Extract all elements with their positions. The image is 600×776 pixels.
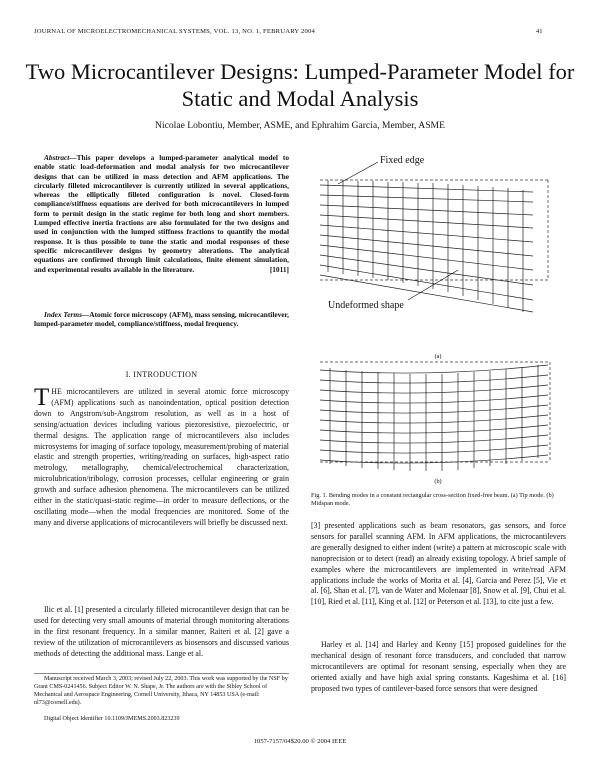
drop-cap: T [34,384,50,411]
figure-a-drawing [318,150,558,350]
figure-b [318,340,558,485]
figure-a [318,150,558,350]
abstract-code: [1011] [269,264,289,274]
label-fixed-edge: Fixed edge [380,155,425,166]
footnote-rule [34,673,289,674]
authors: Nicolae Lobontiu, Member, ASME, and Ephrahim Garcia, Member, ASME [155,120,445,131]
index-terms [34,310,289,329]
right-paragraph-2: Harley et al. [14] and Harley and Kenny [15] proposed guidelines for the mechanical design of resonant force transducers, and concluded that narrow microcantilevers are optimal for resonant sensing, especially when they are oriented axially and have high axial spring constants. Kageshima et al. [16] proposed two types of cantilever-based force sensors that were designed [311,640,566,693]
intro-paragraph-1 [34,384,289,529]
footnote: Manuscript received March 3, 2003; revised July 22, 2003. This work was supported by the NSF by Grant CMS-0241456. Subject Editor W. N. Shape, Jr. The authors are with the Sibley School of Mechanical and Aerospace Engineering, Cornell University, Ithaca, NY 14853 USA (e-mail: nl73@cornell.edu). [34,676,288,707]
intro-p1-text: HE microcantilevers are utilized in several atomic force microscopy (AFM) applications such as nanoindentation, optical position detection down to Angstrom/sub-Angstrom resolution, as well as in a host of sensing/actuation devices including various piezoresistive, piezoelectric, or thermal designs. The application range of microcantilevers also includes microsystems for imaging of surface topology, measurement/probing of material elastic and strength properties, writing/reading on surfaces, high-aspect ratio metrology, metallography, chemical/electrochemical characterization, microlubrication/tribology, corrosion processes, cellular engineering or grain growth and surface adhesion phenomena. The microcantilevers can be utilized either in the static/quasi-static regime—in order to measure deflections, or the oscillating mode—when the modal frequencies are monitored. Some of the many and diverse applications of microcantilevers will briefly be discussed next. [34,387,289,527]
mesh-line [320,185,533,192]
label-undeformed-shape: Undeformed shape [328,300,404,311]
figure-caption: Fig. 1. Bending modes in a constant rectangular cross-section fixed-free beam. (a) Tip mode. (b) Midspan mode. [311,492,554,507]
page-number: 41 [536,28,543,35]
right-paragraph-1: [3] presented applications such as beam resonators, gas sensors, and force sensors for parallel scanning AFM. In AFM applications, the microcantilevers are generally designed to either indent (write) a pattern at microscopic scale with nanoprecision or to detect (read) an already existing topology. A brief sample of examples where the microcantilevers are implemented in write/read AFM applications include the works of Morita et al. [4], Garcia and Perez [5], Vie et al. [6], Shao et al. [7], van de Water and Molenaar [8], Snow et al. [9], Chui et al. [10], Ried et al. [11], King et al. [12] or Peterson et al. [13], to cite just a few. [311,521,566,607]
issn-copyright: 1057-7157/04$20.00 © 2004 IEEE [253,738,347,745]
journal-header: JOURNAL OF MICROELECTROMECHANICAL SYSTEMS, VOL. 13, NO. 1, FEBRUARY 2004 [34,28,315,35]
doi-text: Digital Object Identifier 10.1109/JMEMS.2003.823239 [44,716,180,722]
intro-paragraph-2: Ilic et al. [1] presented a circularly filleted microcantilever design that can be used for detecting very small amounts of material through monitoring alterations in the first resonant frequency. In a similar manner, Raiteri et al. [2] gave a review of the utilization of microcantilevers as biosensors and discussed various methods of detecting the additional mass. Lange et al. [34,605,289,658]
section-heading: I. INTRODUCTION [125,370,198,379]
index-terms-text: Atomic force microscopy (AFM), mass sensing, microcantilever, lumped-parameter model, compliance/stiffness, modal frequency. [34,310,289,329]
figure-b-label: (b) [434,478,442,485]
figure-b-drawing [318,340,558,485]
paper-title: Two Microcantilever Designs: Lumped-Parameter Model for Static and Modal Analysis [25,59,575,111]
figure-a-label: (a) [434,353,442,360]
abstract-text: This paper develops a lumped-parameter analytical model to enable static load-deformation and modal analysis for two microcantilever designs that can be utilized in mass detection and AFM applications. The circularly filleted microcantilever is currently utilized in several applications, whereas the elliptically filleted configuration is novel. Closed-form compliance/stiffness equations are derived for both microcantilevers in lumped form to permit design in the static regime for both long and short members. Lumped effective inertia fractions are also formulated for the two designs and used in conjunction with the lumped stiffness fractions to quantify the modal response. It is thus possible to tune the static and modal responses of these specific microcantilever designs by geometry alterations. The analytical equations are confirmed through limit calculations, finite element simulation, and experimental results available in the literature. [34,153,289,274]
abstract [34,153,289,274]
doi [34,715,289,723]
abstract-lead: Abstract— [44,153,77,162]
index-terms-lead: Index Terms— [44,310,90,319]
